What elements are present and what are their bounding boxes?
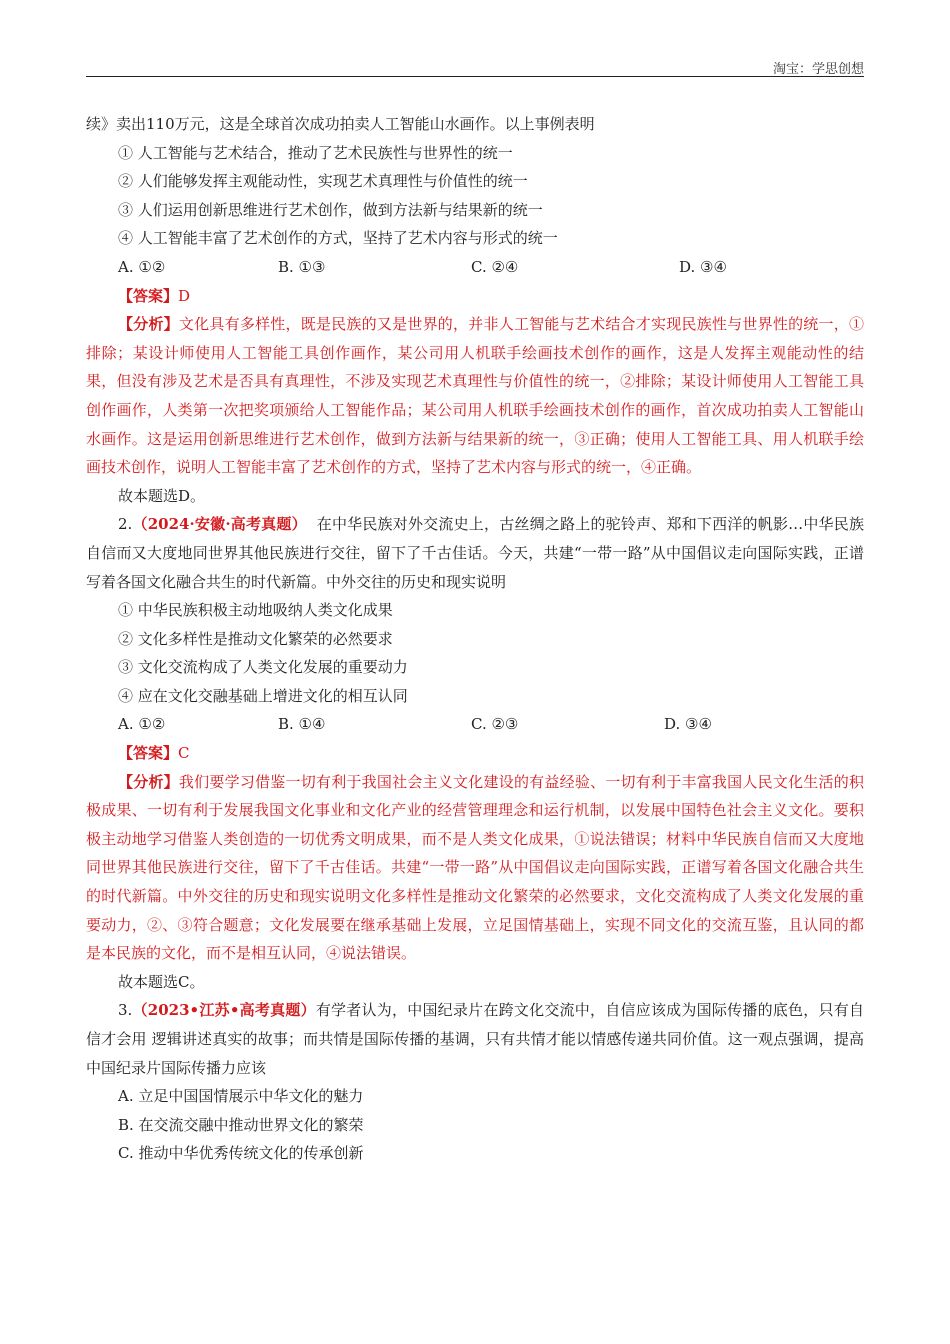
q1-options [86,253,864,282]
q1-analysis [86,310,864,482]
q3-source: （2023•江苏•高考真题） [132,1001,316,1020]
q1-option-d: D. ③④ [679,257,727,276]
q2-conclusion: 故本题选C。 [118,972,205,991]
q2-option-a: A. ①② [118,715,166,734]
q1-statement-2: ② 人们能够发挥主观能动性，实现艺术真理性与价值性的统一 [118,172,528,191]
q2-answer-value: C [178,744,190,763]
header-title: 淘宝：学思创想 [772,62,864,77]
q2-stem-text: 在中华民族对外交流史上，古丝绸之路上的驼铃声、郑和下西洋的帆影…中华民族自信而又大度地同世界其他民族进行交往，留下了千古佳话。今天，共建“一带一路”从中国倡议走向国际实践，正谱写着各国文化融合共生的时代新篇。中外交往的历史和现实说明 [86,515,864,591]
q3-stem [86,996,864,1082]
q2-statement-1: ① 中华民族积极主动地吸纳人类文化成果 [118,601,393,620]
q2-stem [86,510,864,596]
q2-statement-2: ② 文化多样性是推动文化繁荣的必然要求 [118,629,393,648]
header-divider [86,76,864,77]
q2-option-b: B. ①④ [278,715,326,734]
q3-option-c: C. 推动中华优秀传统文化的传承创新 [118,1144,364,1163]
q1-statement-1: ① 人工智能与艺术结合，推动了艺术民族性与世界性的统一 [118,143,513,162]
q1-answer-value: D [178,286,191,305]
q2-answer [86,739,864,768]
q3-option-b: B. 在交流交融中推动世界文化的繁荣 [118,1115,364,1134]
q1-option-b: B. ①③ [278,257,326,276]
q2-analysis-label: 【分析】 [118,772,179,791]
q1-answer [86,282,864,311]
q2-statement-3: ③ 文化交流构成了人类文化发展的重要动力 [118,658,408,677]
q2-option-c: C. ②③ [471,715,519,734]
q1-option-c: C. ②④ [471,257,519,276]
q1-answer-label: 【答案】 [118,286,179,305]
q2-number: 2. [118,515,133,534]
q3-number: 3. [118,1001,133,1020]
q3-stem-text: 有学者认为，中国纪录片在跨文化交流中，自信应该成为国际传播的底色，只有自信才会用 逻辑讲述真实的故事；而共情是国际传播的基调，只有共情才能以情感传递共同价值。这一观点强调，提高中国纪录片国际传播力应该 [86,1001,864,1077]
q2-option-d: D. ③④ [664,715,712,734]
q2-answer-label: 【答案】 [118,744,179,763]
q2-options [86,710,864,739]
q1-stem: 续》卖出110万元，这是全球首次成功拍卖人工智能山水画作。以上事例表明 [86,115,595,133]
q1-conclusion: 故本题选D。 [118,486,206,505]
q2-analysis-text: 我们要学习借鉴一切有利于我国社会主义文化建设的有益经验、一切有利于丰富我国人民文化生活的积极成果、一切有利于发展我国文化事业和文化产业的经营管理理念和运行机制，以发展中国特色社会主义文化。要积极主动地学习借鉴人类创造的一切优秀文明成果，而不是人类文化成果，①说法错误；材料中华民族自信而又大度地同世界其他民族进行交往，留下了千古佳话。共建“一带一路”从中国倡议走向国际实践，正谱写着各国文化融合共生的时代新篇。中外交往的历史和现实说明文化多样性是推动文化繁荣的必然要求，文化交流构成了人类文化发展的重要动力，②、③符合题意；文化发展要在继承基础上发展，立足国情基础上，实现不同文化的交流互鉴，且认同的都是本民族的文化，而不是相互认同，④说法错误。 [86,772,864,963]
q1-option-a: A. ①② [118,257,166,276]
q1-statement-4: ④ 人工智能丰富了艺术创作的方式，坚持了艺术内容与形式的统一 [118,229,558,248]
q1-analysis-text: 文化具有多样性，既是民族的又是世界的，并非人工智能与艺术结合才实现民族性与世界性的统一，①排除；某设计师使用人工智能工具创作画作，某公司用人机联手绘画技术创作的画作，这是人发挥主观能动性的结果，但没有涉及艺术是否具有真理性，不涉及实现艺术真理性与价值性的统一，②排除；某设计师使用人工智能工具创作画作，人类第一次把奖项颁给人工智能作品；某公司用人机联手绘画技术创作的画作，首次成功拍卖人工智能山水画作。这是运用创新思维进行艺术创作，做到方法新与结果新的统一，③正确；使用人工智能工具、用人机联手绘画技术创作，说明人工智能丰富了艺术创作的方式，坚持了艺术内容与形式的统一，④正确。 [86,315,864,477]
q1-analysis-label: 【分析】 [118,315,179,334]
q2-statement-4: ④ 应在文化交融基础上增进文化的相互认同 [118,686,408,705]
q3-option-a: A. 立足中国国情展示中华文化的魅力 [118,1087,364,1106]
q2-analysis [86,768,864,968]
q2-source: （2024·安徽·高考真题） [132,515,307,534]
q1-statement-3: ③ 人们运用创新思维进行艺术创作，做到方法新与结果新的统一 [118,200,543,219]
document-body [86,110,864,1168]
